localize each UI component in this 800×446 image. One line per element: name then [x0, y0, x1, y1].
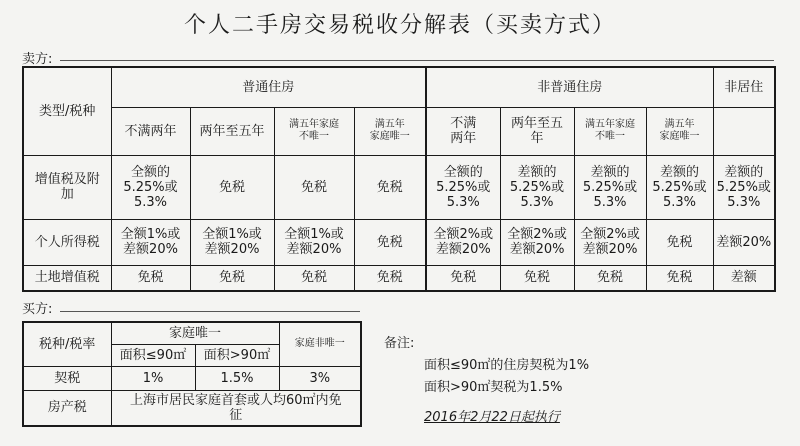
page-title: 个人二手房交易税收分解表（买卖方式）: [183, 13, 616, 38]
cell-vat: 全额的 5.25%或 5.3%: [111, 155, 190, 219]
cell-land-tax: 差额: [713, 265, 775, 291]
buyer-divider: [60, 311, 360, 312]
cell-income-tax: 差额20%: [713, 219, 775, 265]
cell-vat: 免税: [190, 155, 274, 219]
table-row-vat: [23, 155, 775, 219]
cell-deed-tax: 3%: [279, 366, 361, 390]
subhead-under-two-years: 不满两年: [111, 107, 190, 155]
effective-date: 2016年2月22日起执行: [424, 410, 560, 425]
cell-land-tax: 免税: [190, 265, 274, 291]
cell-income-tax: 全额2%或 差额20%: [426, 219, 500, 265]
subhead-non-residential-blank: [713, 107, 775, 155]
group-non-residential: 非居住: [713, 67, 775, 107]
buyer-tax-table: [22, 321, 362, 427]
seller-tax-table: [22, 66, 776, 292]
cell-income-tax: 全额2%或 差额20%: [574, 219, 646, 265]
group-non-ordinary-housing: 非普通住房: [426, 67, 713, 107]
cell-vat: 差额的 5.25%或 5.3%: [646, 155, 713, 219]
cell-land-tax: 免税: [354, 265, 426, 291]
subhead-nonordinary-five-years-not-unique: 满五年家庭 不唯一: [574, 107, 646, 155]
subhead-five-years-not-unique: 满五年家庭 不唯一: [274, 107, 354, 155]
subhead-nonordinary-two-to-five-years: 两年至五 年: [500, 107, 574, 155]
cell-income-tax: 全额2%或 差额20%: [500, 219, 574, 265]
subhead-five-years-unique: 满五年 家庭唯一: [354, 107, 426, 155]
cell-deed-tax: 1.5%: [195, 366, 279, 390]
table-row-deed-tax: [23, 366, 361, 390]
group-ordinary-housing: 普通住房: [111, 67, 426, 107]
row-label-property-tax: 房产税: [23, 390, 111, 426]
subhead-nonordinary-five-years-unique: 满五年 家庭唯一: [646, 107, 713, 155]
cell-vat: 免税: [354, 155, 426, 219]
note-line-2: 面积>90㎡契税为1.5%: [424, 380, 563, 395]
cell-property-tax: 上海市居民家庭首套或人均60㎡内免 征: [111, 390, 361, 426]
subhead-two-to-five-years: 两年至五年: [190, 107, 274, 155]
cell-land-tax: 免税: [274, 265, 354, 291]
table-row-land-tax: [23, 265, 775, 291]
cell-vat: 全额的 5.25%或 5.3%: [426, 155, 500, 219]
cell-land-tax: 免税: [574, 265, 646, 291]
group-family-unique: 家庭唯一: [111, 322, 279, 344]
row-label-land-tax: 土地增值税: [23, 265, 111, 291]
cell-income-tax: 全额1%或 差额20%: [111, 219, 190, 265]
cell-income-tax: 免税: [354, 219, 426, 265]
seller-label: 卖方:: [22, 52, 53, 67]
subhead-area-gt-90: 面积>90㎡: [195, 344, 279, 366]
cell-land-tax: 免税: [426, 265, 500, 291]
cell-deed-tax: 1%: [111, 366, 195, 390]
table-row-income-tax: [23, 219, 775, 265]
row-label-vat: 增值税及附 加: [23, 155, 111, 219]
cell-vat: 差额的 5.25%或 5.3%: [500, 155, 574, 219]
cell-land-tax: 免税: [646, 265, 713, 291]
cell-vat: 差额的 5.25%或 5.3%: [574, 155, 646, 219]
buyer-corner-header: 税种/税率: [23, 322, 111, 366]
cell-vat: 差额的 5.25%或 5.3%: [713, 155, 775, 219]
subhead-area-le-90: 面积≤90㎡: [111, 344, 195, 366]
cell-income-tax: 全额1%或 差额20%: [190, 219, 274, 265]
row-label-income-tax: 个人所得税: [23, 219, 111, 265]
buyer-label: 买方:: [22, 302, 53, 317]
cell-land-tax: 免税: [500, 265, 574, 291]
cell-income-tax: 免税: [646, 219, 713, 265]
group-family-not-unique: 家庭非唯一: [279, 322, 361, 366]
seller-divider: [60, 60, 774, 61]
subhead-nonordinary-under-two-years: 不满 两年: [426, 107, 500, 155]
seller-corner-header: 类型/税种: [23, 67, 111, 155]
cell-vat: 免税: [274, 155, 354, 219]
table-row-property-tax: [23, 390, 361, 426]
cell-income-tax: 全额1%或 差额20%: [274, 219, 354, 265]
cell-land-tax: 免税: [111, 265, 190, 291]
row-label-deed-tax: 契税: [23, 366, 111, 390]
note-line-1: 面积≤90㎡的住房契税为1%: [424, 358, 590, 373]
notes-heading: 备注:: [384, 336, 415, 351]
